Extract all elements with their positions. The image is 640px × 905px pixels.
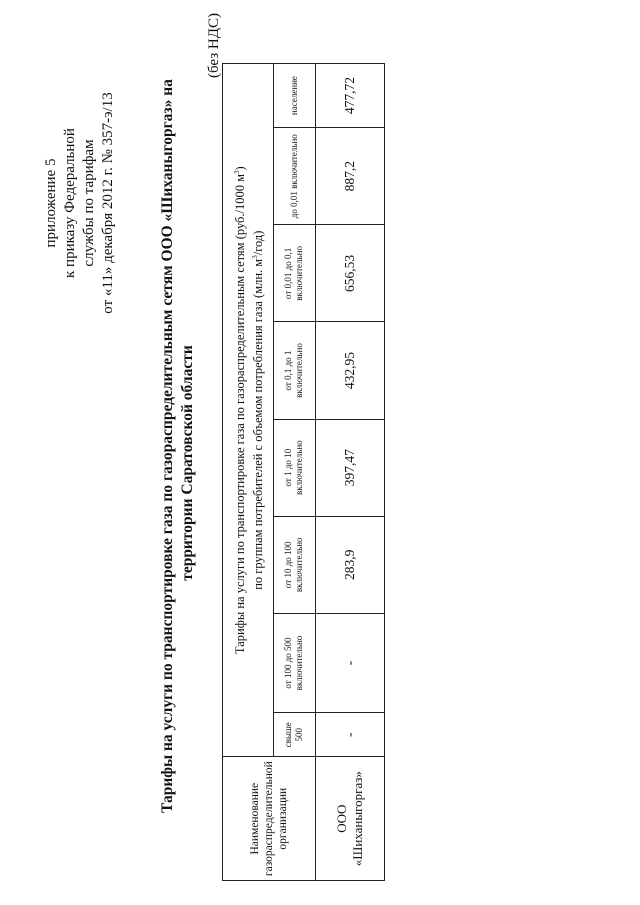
tariff-header: Тарифы на услуги по транспортировке газа по газораспределительным сетям (руб./1000 $м^3$) по группам потребителей с объемом потребления газа (млн. $м^3/год$) [223, 64, 274, 757]
group-header: от 10 до 100 включительно [273, 516, 315, 613]
group-header: от 0,1 до 1 включительно [273, 322, 315, 419]
document-title [158, 79, 198, 813]
tariff-value: - [316, 613, 385, 712]
appendix-line: службы по тарифам [81, 139, 97, 267]
rotated-page [0, 13, 640, 893]
group-header: от 100 до 500 включительно [273, 613, 315, 712]
tariff-value: 397,47 [316, 419, 385, 516]
appendix-line: к приказу Федеральной [62, 128, 78, 278]
group-header: свыше 500 [273, 713, 315, 757]
appendix-block [42, 53, 118, 353]
title-line: Тарифы на услуги по транспортировке газа по газораспределительным сетям ООО «Шиханыгоргаз» на [159, 79, 176, 813]
title-line: территории Саратовской области [179, 345, 196, 581]
appendix-line: от «11» декабря 2012 г. № 357-э/13 [100, 92, 116, 314]
tariff-value: 887,2 [316, 128, 385, 225]
group-header: до 0,01 включительно [273, 128, 315, 225]
vat-note: (без НДС) [206, 13, 222, 79]
tariff-value: 283,9 [316, 516, 385, 613]
appendix-line: приложение 5 [43, 158, 59, 248]
table-row [316, 64, 385, 881]
org-header: Наименование газораспределительной организации [223, 757, 316, 881]
tariff-table [222, 63, 385, 881]
tariff-value: 432,95 [316, 322, 385, 419]
org-name-cell: ООО «Шиханыгоргаз» [316, 757, 385, 881]
group-header: от 1 до 10 включительно [273, 419, 315, 516]
tariff-value: - [316, 713, 385, 757]
tariff-value: 477,72 [316, 64, 385, 128]
group-header: население [273, 64, 315, 128]
group-header: от 0,01 до 0,1 включительно [273, 225, 315, 322]
tariff-value: 656,53 [316, 225, 385, 322]
